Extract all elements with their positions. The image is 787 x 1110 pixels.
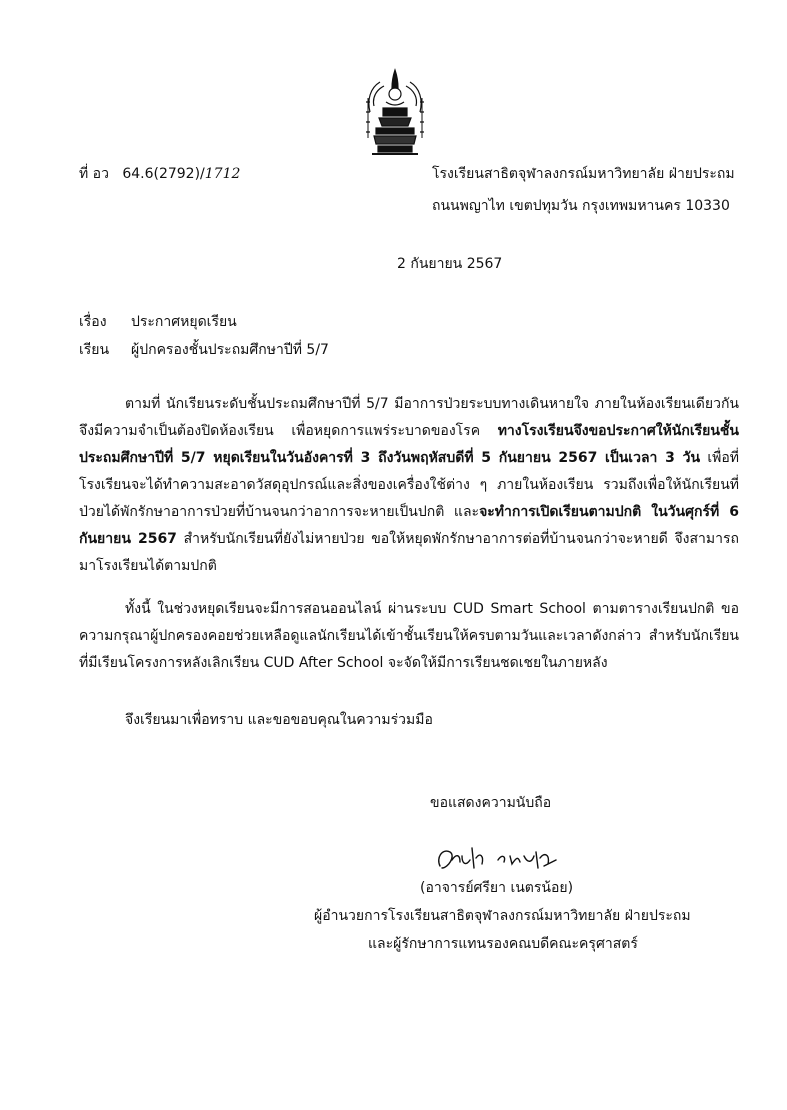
- p1-part-c: เพื่อที่โรงเรียนจะได้ทำความสะอาดวัสดุอุปกรณ์และสิ่งของเครื่องใช้ต่าง ๆ ภายในห้องเรียน รวมถึงเพื่อให้นักเรียนที่ป่วยได้พักรักษาอาการป่วยที่บ้านจนกว่าอาการจะหายเป็นปกติ และ: [79, 450, 739, 520]
- body-paragraph-2: [79, 596, 739, 677]
- signatory-position-2: และผู้รักษาการแทนรองคณบดีคณะครุศาสตร์: [368, 936, 638, 952]
- reference-number: [79, 164, 240, 184]
- ref-handwritten: 1712: [204, 166, 241, 182]
- signatory-name: (อาจารย์ศรียา เนตรน้อย): [420, 880, 574, 896]
- to-label: เรียน: [79, 342, 110, 358]
- p2-text: ทั้งนี้ ในช่วงหยุดเรียนจะมีการสอนออนไลน์ ผ่านระบบ CUD Smart School ตามตารางเรียนปกติ ขอความกรุณาผู้ปกครองคอยช่วยเหลือดูแลนักเรียนได้เข้าชั้นเรียนให้ครบตามวันและเวลาดังกล่าว สำหรับนักเรียนที่มีเรียนโครงการหลังเลิกเรียน CUD After School จะจัดให้มีการเรียนชดเชยในภายหลัง: [79, 601, 739, 671]
- handwritten-signature: [432, 838, 572, 878]
- p1-part-b: ทางโรงเรียนจึงขอประกาศให้นักเรียนชั้นประถมศึกษาปีที่ 5/7 หยุดเรียนในวันอังคารที่ 3 ถึงวันพฤหัสบดีที่ 5 กันยายน 2567 เป็นเวลา 3 วัน: [79, 423, 739, 466]
- closing-line: จึงเรียนมาเพื่อทราบ และขอขอบคุณในความร่วมมือ: [125, 712, 433, 728]
- p1-part-a: ตามที่ นักเรียนระดับชั้นประถมศึกษาปีที่ 5/7 มีอาการป่วยระบบทางเดินหายใจ ภายในห้องเรียนเดียวกัน จึงมีความจำเป็นต้องปิดห้องเรียน เพื่อหยุดการแพร่ระบาดของโรค: [79, 396, 739, 439]
- body-paragraph-1: [79, 391, 739, 580]
- letter-date: 2 กันยายน 2567: [397, 256, 503, 272]
- p1-part-d: จะทำการเปิดเรียนตามปกติ ในวันศุกร์ที่ 6 กันยายน 2567: [79, 504, 739, 547]
- school-address-line1: โรงเรียนสาธิตจุฬาลงกรณ์มหาวิทยาลัย ฝ่ายประถม: [432, 166, 735, 182]
- regards-text: ขอแสดงความนับถือ: [430, 795, 552, 811]
- school-address-line2: ถนนพญาไท เขตปทุมวัน กรุงเทพมหานคร 10330: [432, 198, 730, 214]
- school-emblem-icon: [364, 68, 426, 160]
- signatory-position-1: ผู้อำนวยการโรงเรียนสาธิตจุฬาลงกรณ์มหาวิทยาลัย ฝ่ายประถม: [314, 908, 691, 924]
- ref-prefix: ที่ อว: [79, 166, 109, 182]
- subject-label: เรื่อง: [79, 314, 107, 330]
- to-text: ผู้ปกครองชั้นประถมศึกษาปีที่ 5/7: [131, 342, 329, 358]
- subject-text: ประกาศหยุดเรียน: [131, 314, 237, 330]
- p1-part-e: สำหรับนักเรียนที่ยังไม่หายป่วย ขอให้หยุดพักรักษาอาการต่อที่บ้านจนกว่าจะหายดี จึงสามารถมาโรงเรียนได้ตามปกติ: [79, 531, 739, 574]
- ref-number: 64.6(2792)/: [122, 166, 205, 182]
